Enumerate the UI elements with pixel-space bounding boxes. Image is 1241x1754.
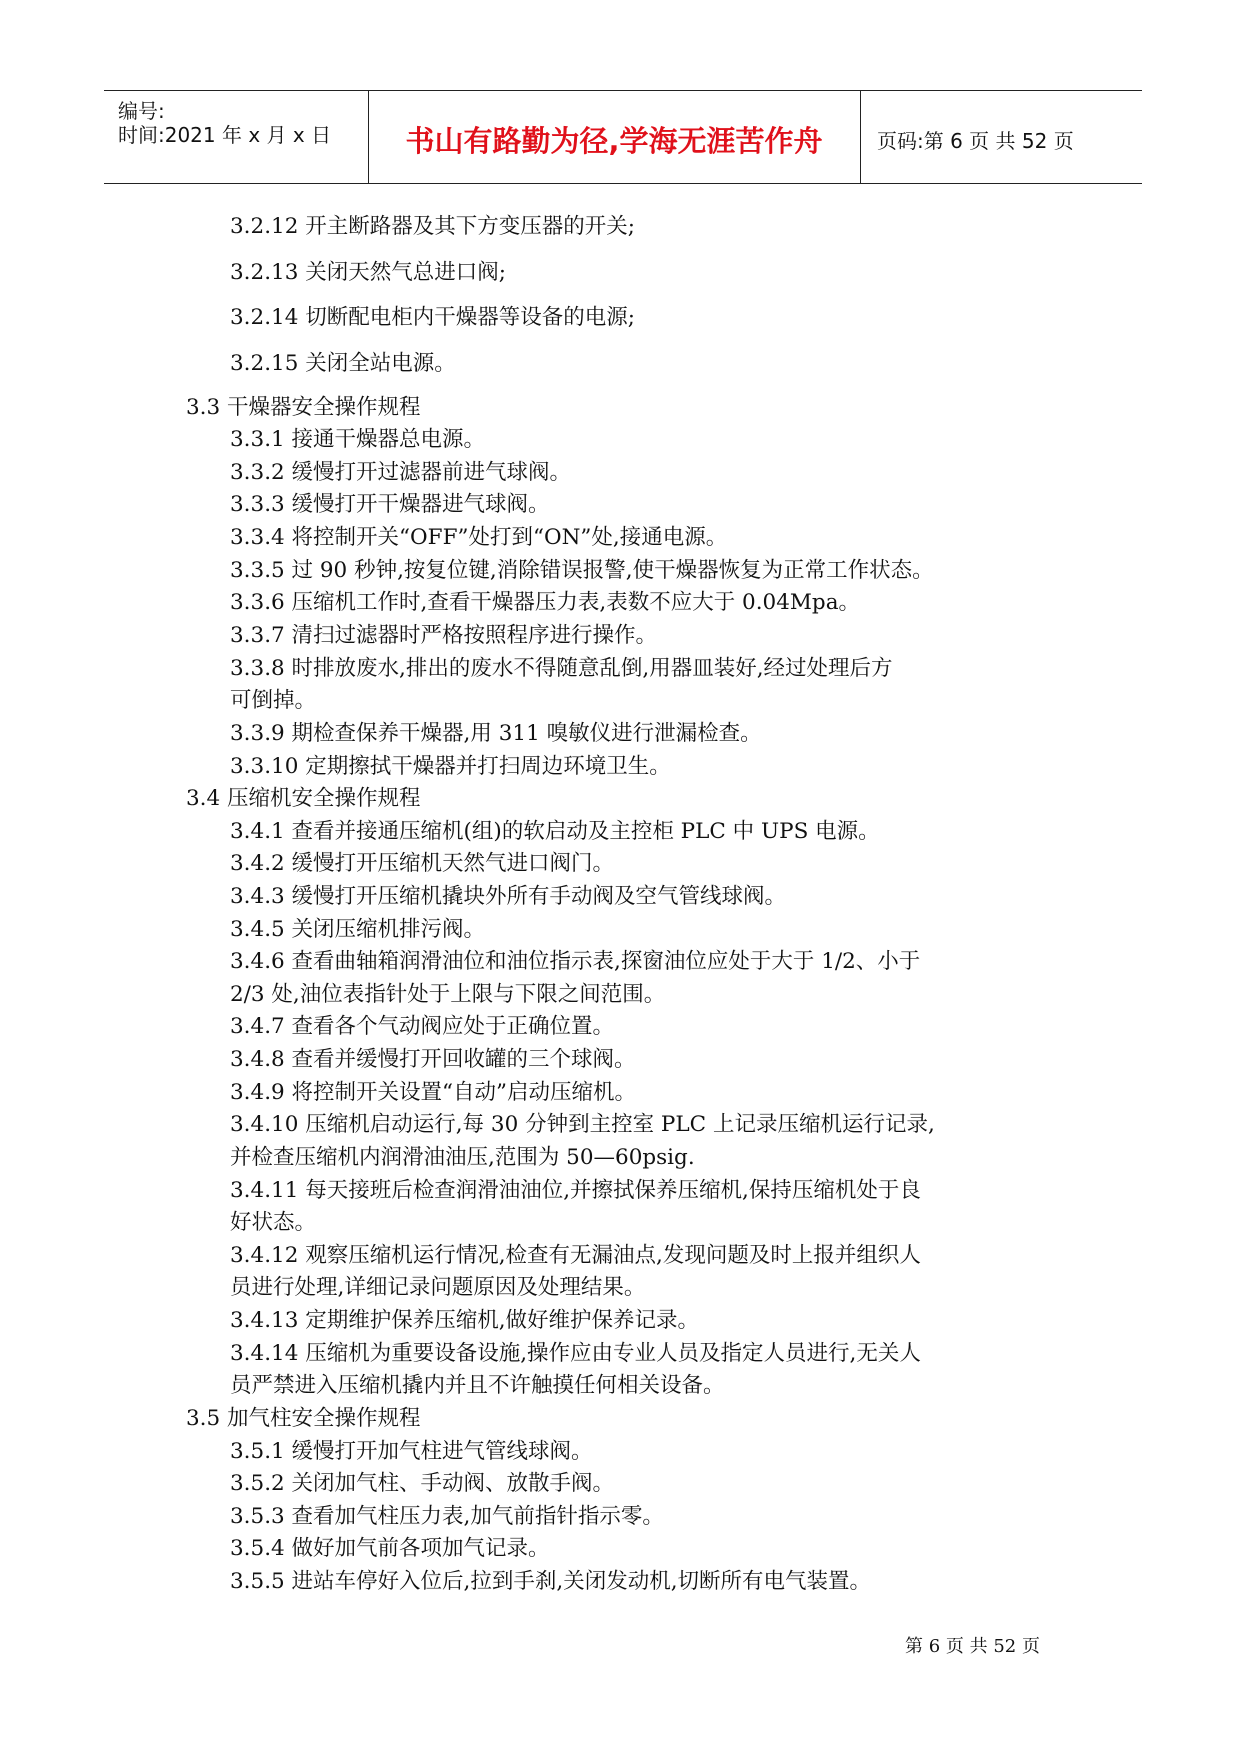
text-line: 3.2.13 关闭天然气总进口阀; <box>230 260 506 285</box>
text-line: 3.4.3 缓慢打开压缩机撬块外所有手动阀及空气管线球阀。 <box>230 884 787 909</box>
text-line: 3.2.12 开主断路器及其下方变压器的开关; <box>230 214 635 239</box>
text-line: 3.5.5 进站车停好入位后,拉到手刹,关闭发动机,切断所有电气装置。 <box>230 1569 872 1594</box>
text-line: 2/3 处,油位表指针处于上限与下限之间范围。 <box>230 982 666 1007</box>
text-line: 3.5.2 关闭加气柱、手动阀、放散手阀。 <box>230 1471 615 1496</box>
text-line: 3.3.2 缓慢打开过滤器前进气球阀。 <box>230 460 572 485</box>
text-line: 3.4.1 查看并接通压缩机(组)的软启动及主控柜 PLC 中 UPS 电源。 <box>230 819 880 844</box>
header-right-cell <box>861 91 1142 183</box>
text-line: 3.4.9 将控制开关设置“自动”启动压缩机。 <box>230 1080 637 1105</box>
section-heading: 3.4 压缩机安全操作规程 <box>186 786 421 811</box>
text-line: 3.3.9 期检查保养干燥器,用 311 嗅敏仪进行泄漏检查。 <box>230 721 762 746</box>
text-line: 3.3.8 时排放废水,排出的废水不得随意乱倒,用器皿装好,经过处理后方 <box>230 656 893 681</box>
text-line: 3.4.8 查看并缓慢打开回收罐的三个球阀。 <box>230 1047 636 1072</box>
text-line: 3.5.3 查看加气柱压力表,加气前指针指示零。 <box>230 1504 664 1529</box>
text-line: 3.4.10 压缩机启动运行,每 30 分钟到主控室 PLC 上记录压缩机运行记录, <box>230 1112 935 1137</box>
section-heading: 3.3 干燥器安全操作规程 <box>186 395 421 420</box>
text-line: 3.4.11 每天接班后检查润滑油油位,并擦拭保养压缩机,保持压缩机处于良 <box>230 1178 921 1203</box>
text-line: 3.3.7 清扫过滤器时严格按照程序进行操作。 <box>230 623 658 648</box>
section-heading: 3.5 加气柱安全操作规程 <box>186 1406 421 1431</box>
header-motto: 书山有路勤为径,学海无涯苦作舟 <box>405 124 823 158</box>
text-line: 好状态。 <box>230 1210 317 1235</box>
text-line: 员进行处理,详细记录问题原因及处理结果。 <box>230 1275 646 1300</box>
text-line: 3.4.12 观察压缩机运行情况,检查有无漏油点,发现问题及时上报并组织人 <box>230 1243 921 1268</box>
text-line: 3.2.14 切断配电柜内干燥器等设备的电源; <box>230 305 635 330</box>
text-line: 3.2.15 关闭全站电源。 <box>230 351 456 376</box>
text-line: 3.5.1 缓慢打开加气柱进气管线球阀。 <box>230 1439 593 1464</box>
document-header <box>104 90 1142 184</box>
text-line: 3.3.5 过 90 秒钟,按复位键,消除错误报警,使干燥器恢复为正常工作状态。 <box>230 558 934 583</box>
text-line: 3.4.13 定期维护保养压缩机,做好维护保养记录。 <box>230 1308 700 1333</box>
text-line: 3.4.2 缓慢打开压缩机天然气进口阀门。 <box>230 851 615 876</box>
text-line: 3.5.4 做好加气前各项加气记录。 <box>230 1536 550 1561</box>
text-line: 3.4.5 关闭压缩机排污阀。 <box>230 917 486 942</box>
text-line: 3.3.6 压缩机工作时,查看干燥器压力表,表数不应大于 0.04Mpa。 <box>230 590 861 615</box>
time-label: 时间:2021 年 x 月 x 日 <box>118 123 332 147</box>
text-line: 3.4.6 查看曲轴箱润滑油位和油位指示表,探窗油位应处于大于 1/2、小于 <box>230 949 921 974</box>
text-line: 3.4.14 压缩机为重要设备设施,操作应由专业人员及指定人员进行,无关人 <box>230 1341 921 1366</box>
header-page-label: 页码:第 6 页 共 52 页 <box>877 129 1074 153</box>
page-footer: 第 6 页 共 52 页 <box>905 1636 1040 1657</box>
text-line: 3.3.10 定期擦拭干燥器并打扫周边环境卫生。 <box>230 754 671 779</box>
text-line: 可倒掉。 <box>230 688 317 713</box>
header-middle-cell <box>368 91 861 183</box>
text-line: 3.3.4 将控制开关“OFF”处打到“ON”处,接通电源。 <box>230 525 728 550</box>
text-line: 3.4.7 查看各个气动阀应处于正确位置。 <box>230 1014 615 1039</box>
code-label: 编号: <box>118 99 165 123</box>
text-line: 3.3.3 缓慢打开干燥器进气球阀。 <box>230 492 550 517</box>
text-line: 并检查压缩机内润滑油油压,范围为 50—60psig. <box>230 1145 695 1170</box>
header-left-cell <box>104 91 369 183</box>
text-line: 员严禁进入压缩机撬内并且不许触摸任何相关设备。 <box>230 1373 725 1398</box>
text-line: 3.3.1 接通干燥器总电源。 <box>230 427 486 452</box>
